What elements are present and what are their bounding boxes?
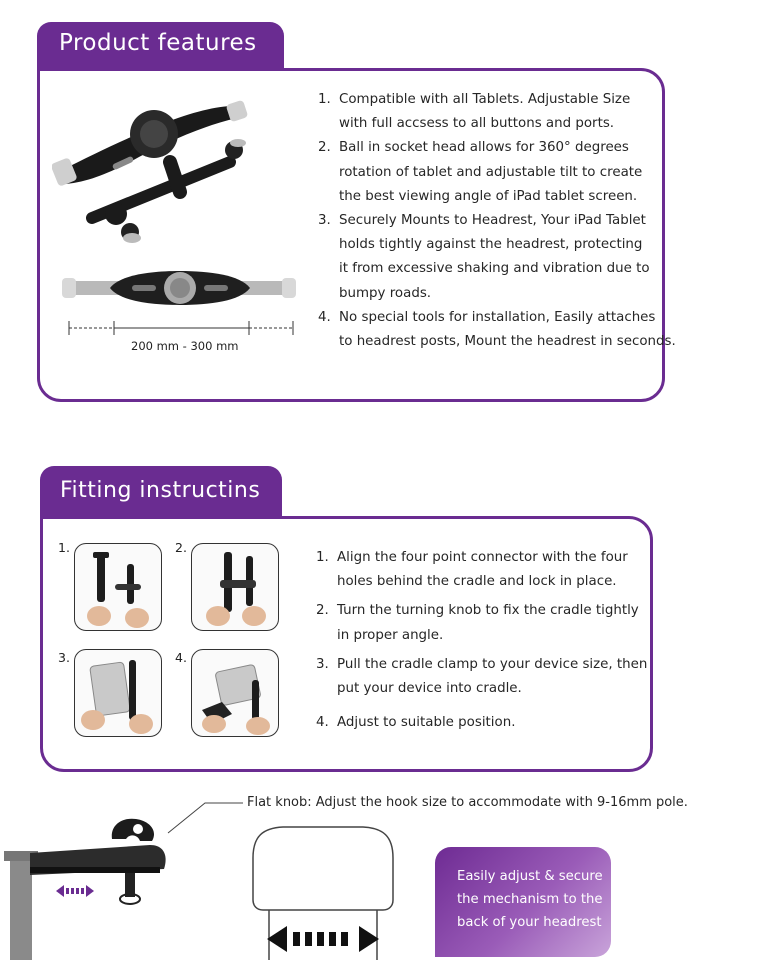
feature-line: No special tools for installation, Easily attaches (339, 309, 656, 325)
fitting-list (316, 546, 647, 735)
step-thumb-number: 1. (58, 540, 70, 555)
step-thumb-number: 2. (175, 540, 187, 555)
feature-line: it from excessive shaking and vibration due to (339, 261, 650, 277)
feature-line: bumpy roads. (339, 285, 432, 301)
tablet-mount-illustration (52, 100, 252, 250)
feature-item: 4. No special tools for installation, Easily attaches to headrest posts, Mount the headrest in seconds. (318, 306, 676, 354)
feature-item: 3. Securely Mounts to Headrest, Your iPad Tablet holds tightly against the headrest, protecting it from excessive shaking and vibration due to bumpy roads. (318, 209, 676, 306)
feature-line: the best viewing angle of iPad tablet screen. (339, 188, 638, 204)
feature-item: 2. Ball in socket head allows for 360° degrees rotation of tablet and adjustable tilt to create the best viewing angle of iPad tablet screen. (318, 136, 676, 209)
feature-line: holds tightly against the headrest, protecting (339, 237, 643, 253)
step-2-photo (191, 543, 279, 631)
feature-line: to headrest posts, Mount the headrest in seconds. (339, 334, 676, 350)
mount-top-view-illustration (60, 265, 300, 315)
headrest-knob-illustration (0, 795, 260, 960)
step-thumb-number: 3. (58, 650, 70, 665)
dimension-marker (64, 319, 299, 337)
fitting-line: Adjust to suitable position. (337, 715, 516, 731)
step-3-photo (74, 649, 162, 737)
size-label: 200 mm - 300 mm (131, 339, 239, 353)
bubble-line: Easily adjust & secure (457, 869, 603, 884)
feature-line: Securely Mounts to Headrest, Your iPad Tablet (339, 213, 646, 229)
feature-line: Compatible with all Tablets. Adjustable Size (339, 92, 631, 107)
features-list (318, 88, 676, 354)
fitting-title: Fitting instructins (60, 478, 261, 503)
fitting-item: 2. Turn the turning knob to fix the cradle tightly in proper angle. (316, 599, 647, 647)
bubble-line: back of your headrest (457, 915, 602, 930)
feature-item: 1. Compatible with all Tablets. Adjustable Size with full accsess to all buttons and ports. (318, 88, 676, 136)
features-title: Product features (59, 30, 257, 56)
feature-line: Ball in socket head allows for 360° degrees (339, 140, 629, 156)
features-tab (37, 22, 284, 70)
step-1-photo (74, 543, 162, 631)
feature-line: with full accsess to all buttons and ports. (339, 116, 615, 132)
headrest-callout-bubble (435, 847, 611, 957)
fitting-line: in proper angle. (337, 627, 444, 643)
fitting-tab (40, 466, 282, 518)
bubble-line: the mechanism to the (457, 892, 603, 907)
knob-caption: Flat knob: Adjust the hook size to accommodate with 9-16mm pole. (247, 795, 688, 810)
headrest-outline-illustration (243, 822, 403, 960)
fitting-item: 3. Pull the cradle clamp to your device size, then put your device into cradle. (316, 653, 647, 701)
fitting-line: Turn the turning knob to fix the cradle tightly (337, 603, 639, 619)
fitting-item: 1. Align the four point connector with the four holes behind the cradle and lock in place. (316, 546, 647, 594)
fitting-line: holes behind the cradle and lock in place. (337, 574, 617, 590)
step-4-photo (191, 649, 279, 737)
fitting-line: Pull the cradle clamp to your device size, then (337, 656, 648, 672)
fitting-line: Align the four point connector with the four (337, 550, 628, 565)
step-thumb-number: 4. (175, 650, 187, 665)
fitting-line: put your device into cradle. (337, 681, 522, 697)
fitting-item: 4. Adjust to suitable position. (316, 711, 647, 735)
feature-line: rotation of tablet and adjustable tilt to create (339, 164, 643, 180)
